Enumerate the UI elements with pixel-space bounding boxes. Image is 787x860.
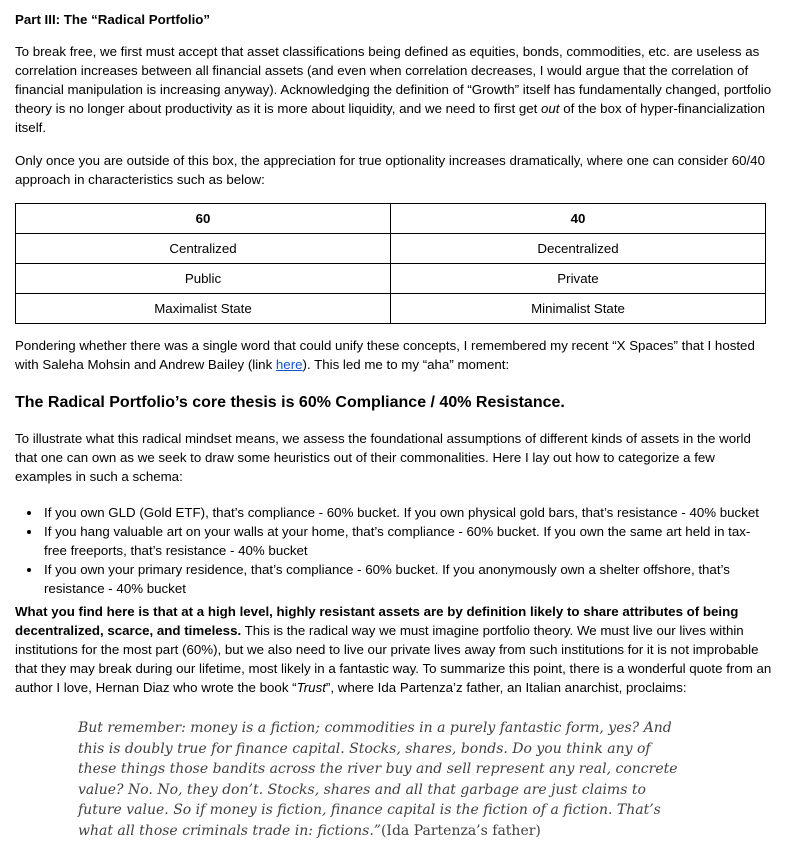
quote-text: But remember: money is a fiction; commodities in a purely fantastic form, yes? And this is doubly true for finance capital. Stocks, shares, bonds. Do you think any of these things those bandits across the river buy and sell represent any real, concrete value? No. No, they don’t. Stocks, shares and all that garbage are just claims to future value. So if money is fiction, finance capital is the fiction of a fiction. That’s what all those criminals trade in: fictions.” (78, 720, 678, 839)
table-header-60: 60 (16, 204, 391, 234)
closing-tail-text: ”, where Ida Partenza’z father, an Italian anarchist, proclaims: (325, 680, 687, 695)
ida-partenza-quote (78, 718, 692, 841)
paragraph-break-free-tail: of the box of hyper-financialization itself. (15, 101, 766, 135)
table-header-40: 40 (391, 204, 766, 234)
table-cell-public: Public (16, 264, 391, 294)
document-page (15, 10, 772, 841)
table-cell-private: Private (391, 264, 766, 294)
quote-attribution: (Ida Partenza’s father) (380, 822, 541, 839)
paragraph-illustrate: To illustrate what this radical mindset means, we assess the foundational assumptions of different kinds of assets in the world that one can own as we seek to draw some heuristics out of their commonalities. Here I lay out how to categorize a few examples in such a schema: (15, 431, 751, 484)
table-header-row (16, 204, 766, 234)
list-item-residence: • If you own your primary residence, that’s compliance - 60% bucket. If you anonymously own a shelter offshore, that’s resistance - 40% bucket (42, 560, 772, 598)
table-row (16, 294, 766, 324)
paragraph-pondering-tail: ). This led me to my “aha” moment: (302, 357, 510, 372)
table-cell-centralized: Centralized (16, 234, 391, 264)
table-cell-minimalist-state: Minimalist State (391, 294, 766, 324)
here-link[interactable]: here (275, 357, 303, 372)
list-item-gld: • If you own GLD (Gold ETF), that’s compliance - 60% bucket. If you own physical gold bars, that’s resistance - 40% bucket (42, 503, 772, 522)
list-item-art: • If you hang valuable art on your walls at your home, that’s compliance - 60% bucket. If you own the same art held in tax-free freeports, that’s resistance - 40% bucket (42, 522, 772, 560)
paragraph-pondering-text: Pondering whether there was a single word that could unify these concepts, I remembered my recent “X Spaces” that I hosted with Saleha Mohsin and Andrew Bailey (link (15, 338, 755, 372)
table-row (16, 264, 766, 294)
italic-book-trust: Trust (296, 680, 326, 695)
section-title: Part III: The “Radical Portfolio” (15, 12, 211, 27)
core-thesis-heading: The Radical Portfolio’s core thesis is 60% Compliance / 40% Resistance. (15, 394, 565, 411)
examples-bullet-list (15, 503, 772, 598)
paragraph-break-free-text: To break free, we first must accept that asset classifications being defined as equities, bonds, commodities, etc. are useless as correlation increases between all financial assets (and even when correlation decreases, I would argue that the correlation of financial manipulation is increasing anyway). Acknowledging the definition of “Growth” itself has fundamentally changed, portfolio theory is no longer about productivity as it is more about liquidity, and we need to first get (15, 44, 772, 116)
paragraph-break-free (15, 42, 772, 137)
table-row (16, 234, 766, 264)
paragraph-pondering (15, 336, 772, 374)
paragraph-closing (15, 602, 772, 697)
italic-word-out: out (541, 101, 560, 116)
table-cell-maximalist-state: Maximalist State (16, 294, 391, 324)
closing-middle-text: This is the radical way we must imagine portfolio theory. We must live our lives within institutions for the most part (60%), but we also need to live our private lives away from such institutions for it is not improbable that they may break during our lifetime, most likely in a fantastic way. To summarize this point, there is a wonderful quote from an author I love, Hernan Diaz who wrote the book “ (15, 623, 772, 695)
paragraph-outside-box: Only once you are outside of this box, the appreciation for true optionality increases dramatically, where one can consider 60/40 approach in characteristics such as below: (15, 153, 765, 187)
closing-bold-lead: What you find here is that at a high level, highly resistant assets are by definition likely to share attributes of being decentralized, scarce, and timeless. (15, 604, 739, 638)
sixty-forty-table (15, 203, 766, 324)
table-cell-decentralized: Decentralized (391, 234, 766, 264)
